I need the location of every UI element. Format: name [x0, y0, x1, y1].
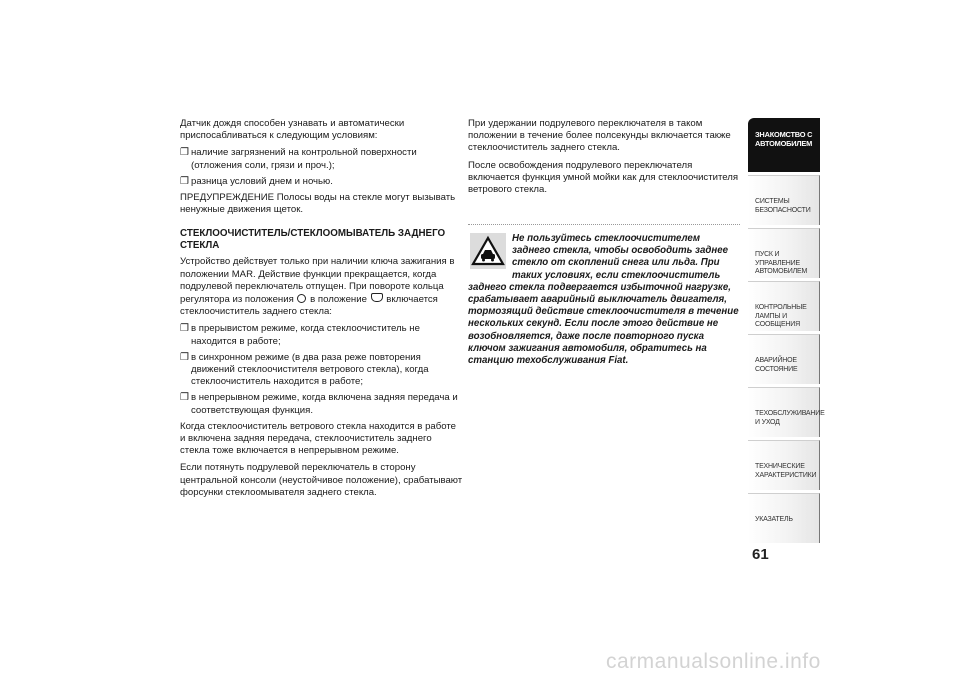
page-number: 61: [752, 546, 769, 563]
list-item: ❐ разница условий днем и ночью.: [180, 175, 333, 187]
right-column: [468, 118, 740, 201]
list-item: ❐ в синхронном режиме (в два раза реже повторения движений стеклоочистителя ветрового стекла), когда стеклоочиститель находится в работе;: [180, 351, 429, 388]
list-item: ❐ в прерывистом режиме, когда стеклоочиститель не находится в работе;: [180, 323, 420, 347]
list-item: ❐ в непрерывном режиме, когда включена задняя передача и соответствующая функция.: [180, 392, 458, 416]
left-column: [180, 118, 463, 504]
tab-emergency[interactable]: АВАРИЙНОЕ СОСТОЯНИЕ: [748, 334, 820, 384]
watermark: carmanualsonline.info: [606, 650, 821, 673]
rear-wiper-icon: [371, 293, 383, 302]
tab-index[interactable]: УКАЗАТЕЛЬ: [748, 493, 820, 543]
checkbox-bullet-icon: ❐: [180, 351, 189, 363]
tab-maintenance[interactable]: ТЕХОБСЛУЖИВАНИЕ И УХОД: [748, 387, 820, 437]
section-paragraph: Когда стеклоочиститель ветрового стекла находится в работе и включена задняя передача, стеклоочиститель заднего стекла тоже включается в непрерывном режиме.: [180, 420, 456, 457]
checkbox-bullet-icon: ❐: [180, 323, 189, 335]
chapter-tabs: [748, 118, 825, 546]
right-paragraph: При удержании подрулевого переключателя в таком положении в течение более полсекунды включается также стеклоочиститель заднего стекла.: [468, 118, 731, 154]
list-item: ❐ наличие загрязнений на контрольной поверхности (отложения соли, грязи и проч.);: [180, 147, 417, 171]
warning-text: Не пользуйтесь стеклоочистителем заднего стекла, чтобы освободить заднее стекло от скоплений снега или льда. При таких условиях, если стеклоочиститель заднего стекла подвергается избыточной нагрузке, срабатывает аварийный выключатель двигателя, тормозящий действие стеклоочистителя в течение нескольких секунд. Если после этого действие не возобновляется, даже после повторного пуска ключом зажигания автомобиля, обратитесь на станцию техобслуживания Fiat.: [468, 233, 739, 367]
checkbox-bullet-icon: ❐: [180, 147, 189, 159]
section-heading: СТЕКЛООЧИСТИТЕЛЬ/СТЕКЛООМЫВАТЕЛЬ ЗАДНЕГО СТЕКЛА: [180, 228, 446, 252]
checkbox-bullet-icon: ❐: [180, 175, 189, 187]
tab-technical-specs[interactable]: ТЕХНИЧЕСКИЕ ХАРАКТЕРИСТИКИ: [748, 440, 820, 490]
tab-getting-to-know[interactable]: ЗНАКОМСТВО С АВТОМОБИЛЕМ: [748, 118, 820, 172]
checkbox-bullet-icon: ❐: [180, 392, 189, 404]
ring-o-icon: [297, 294, 306, 303]
tab-starting-driving[interactable]: ПУСК И УПРАВЛЕНИЕ АВТОМОБИЛЕМ: [748, 228, 820, 278]
warning-note: ПРЕДУПРЕЖДЕНИЕ Полосы воды на стекле могут вызывать ненужные движения щеток.: [180, 192, 456, 216]
warning-box: [468, 224, 740, 367]
intro-text: Датчик дождя способен узнавать и автоматически приспосабливаться к следующим условиям:: [180, 118, 405, 142]
right-paragraph: После освобождения подрулевого переключателя включается функция умной мойки как для стеклоочистителя ветрового стекла.: [468, 159, 739, 196]
warning-triangle-car-icon: [470, 233, 506, 269]
section-paragraph: Если потянуть подрулевой переключатель в сторону центральной консоли (неустойчивое положение), срабатывают форсунки стеклоомывателя заднего стекла.: [180, 462, 463, 498]
tab-safety[interactable]: СИСТЕМЫ БЕЗОПАСНОСТИ: [748, 175, 820, 225]
tab-warning-lights[interactable]: КОНТРОЛЬНЫЕ ЛАМПЫ И СООБЩЕНИЯ: [748, 281, 820, 331]
section-paragraph: Устройство действует только при наличии ключа зажигания в положении MAR. Действие функции прекращается, когда подрулевой переключатель отпущен. При повороте кольца регулятора из положения в положение включается стеклоочиститель заднего стекла:: [180, 256, 455, 318]
